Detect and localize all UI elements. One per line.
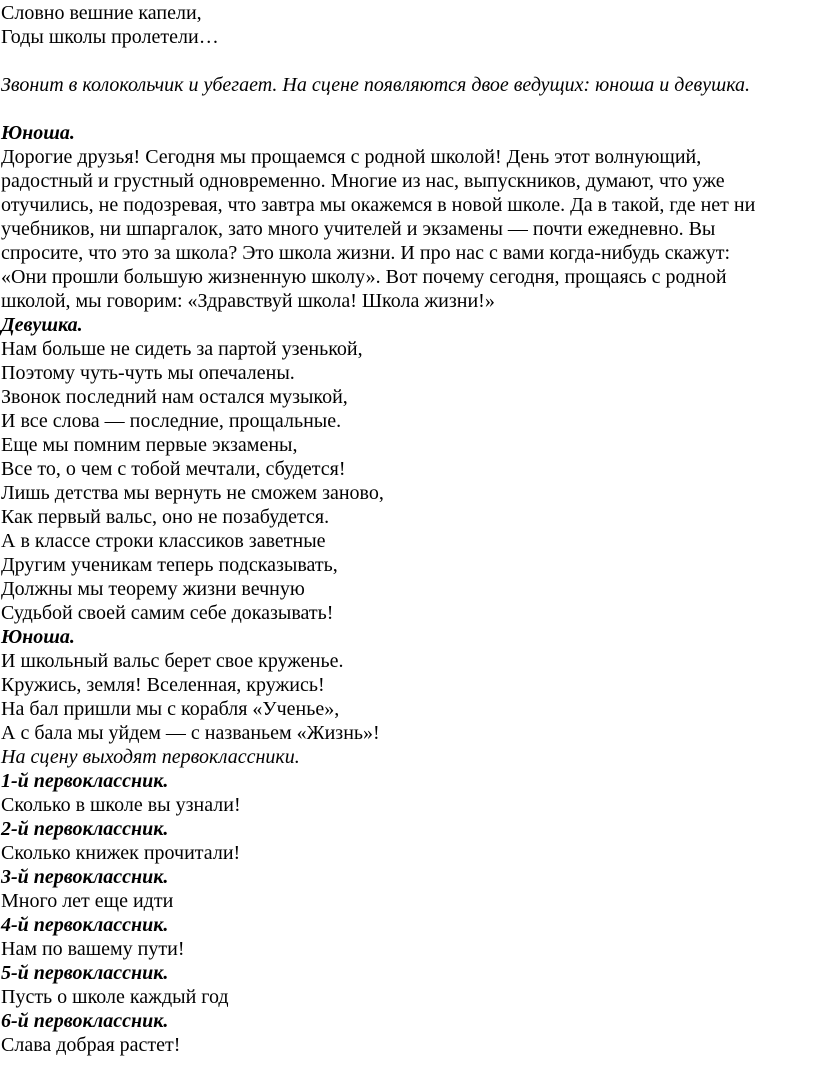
stage-direction: На сцену выходят первоклассники. — [1, 746, 300, 768]
verse-line: Сколько книжек прочитали! — [1, 842, 241, 864]
prose-line: Дорогие друзья! Сегодня мы прощаемся с родной школой! День этот волнующий, — [1, 146, 702, 168]
speaker-name: 4-й первоклассник. — [1, 914, 169, 936]
speech-block-youth-1 — [1, 121, 816, 313]
speaker-name: Юноша. — [1, 626, 75, 648]
verse-line: Слава добрая растет! — [1, 1034, 181, 1056]
verse-line: Сколько в школе вы узнали! — [1, 794, 241, 816]
speaker-name: 1-й первоклассник. — [1, 770, 169, 792]
verse-line: Кружись, земля! Вселенная, кружись! — [1, 674, 325, 696]
verse-line: На бал пришли мы с корабля «Ученье», — [1, 698, 340, 720]
verse-line: Поэтому чуть-чуть мы опечалены. — [1, 362, 295, 384]
speaker-name: Юноша. — [1, 122, 75, 144]
speaker-name: 5-й первоклассник. — [1, 962, 169, 984]
prose-line: «Они прошли большую жизненную школу». Вот почему сегодня, прощаясь с родной — [1, 266, 727, 288]
verse-line: Нам больше не сидеть за партой узенькой, — [1, 338, 363, 360]
speaker-name: 2-й первоклассник. — [1, 818, 169, 840]
verse-line: Пусть о школе каждый год — [1, 986, 229, 1008]
verse-line: Другим ученикам теперь подсказывать, — [1, 554, 338, 576]
stage-direction: Звонит в колокольчик и убегает. На сцене появляются двое ведущих: юноша и девушка. — [1, 74, 751, 96]
prose-line: спросите, что это за школа? Это школа жизни. И про нас с вами когда-нибудь скажут: — [1, 242, 731, 264]
verse-line: Как первый вальс, оно не позабудется. — [1, 506, 330, 528]
verse-line: Годы школы пролетели… — [1, 26, 219, 48]
prose-line: учебников, ни шпаргалок, зато много учителей и экзамены — почти ежедневно. Вы — [1, 218, 716, 240]
prose-line: радостный и грустный одновременно. Многие из нас, выпускников, думают, что уже — [1, 170, 725, 192]
verse-line: Звонок последний нам остался музыкой, — [1, 386, 348, 408]
verse-line: Нам по вашему пути! — [1, 938, 185, 960]
verse-line: Много лет еще идти — [1, 890, 174, 912]
verse-line: Все то, о чем с тобой мечтали, сбудется! — [1, 458, 346, 480]
prose-line: школой, мы говорим: «Здравствуй школа! Школа жизни!» — [1, 290, 495, 312]
verse-line: И школьный вальс берет свое круженье. — [1, 650, 344, 672]
verse-line: Словно вешние капели, — [1, 2, 202, 24]
verse-line: Должны мы теорему жизни вечную — [1, 578, 305, 600]
speaker-name: 6-й первоклассник. — [1, 1010, 169, 1032]
verse-line: А с бала мы уйдем — с названьем «Жизнь»! — [1, 722, 380, 744]
speaker-name: 3-й первоклассник. — [1, 866, 169, 888]
verse-line: И все слова — последние, прощальные. — [1, 410, 342, 432]
speaker-name: Девушка. — [1, 314, 83, 336]
verse-line: Еще мы помним первые экзамены, — [1, 434, 298, 456]
first-graders-block — [1, 769, 816, 1057]
verse-line: Лишь детства мы вернуть не сможем заново, — [1, 482, 384, 504]
intro-verse — [1, 1, 816, 49]
verse-line: Судьбой своей самим себе доказывать! — [1, 602, 334, 624]
verse-line: А в классе строки классиков заветные — [1, 530, 326, 552]
prose-line: отучились, не подозревая, что завтра мы окажемся в новой школе. Да в такой, где нет ни — [1, 194, 756, 216]
speech-block-girl — [1, 313, 816, 625]
speech-block-youth-2 — [1, 625, 816, 745]
